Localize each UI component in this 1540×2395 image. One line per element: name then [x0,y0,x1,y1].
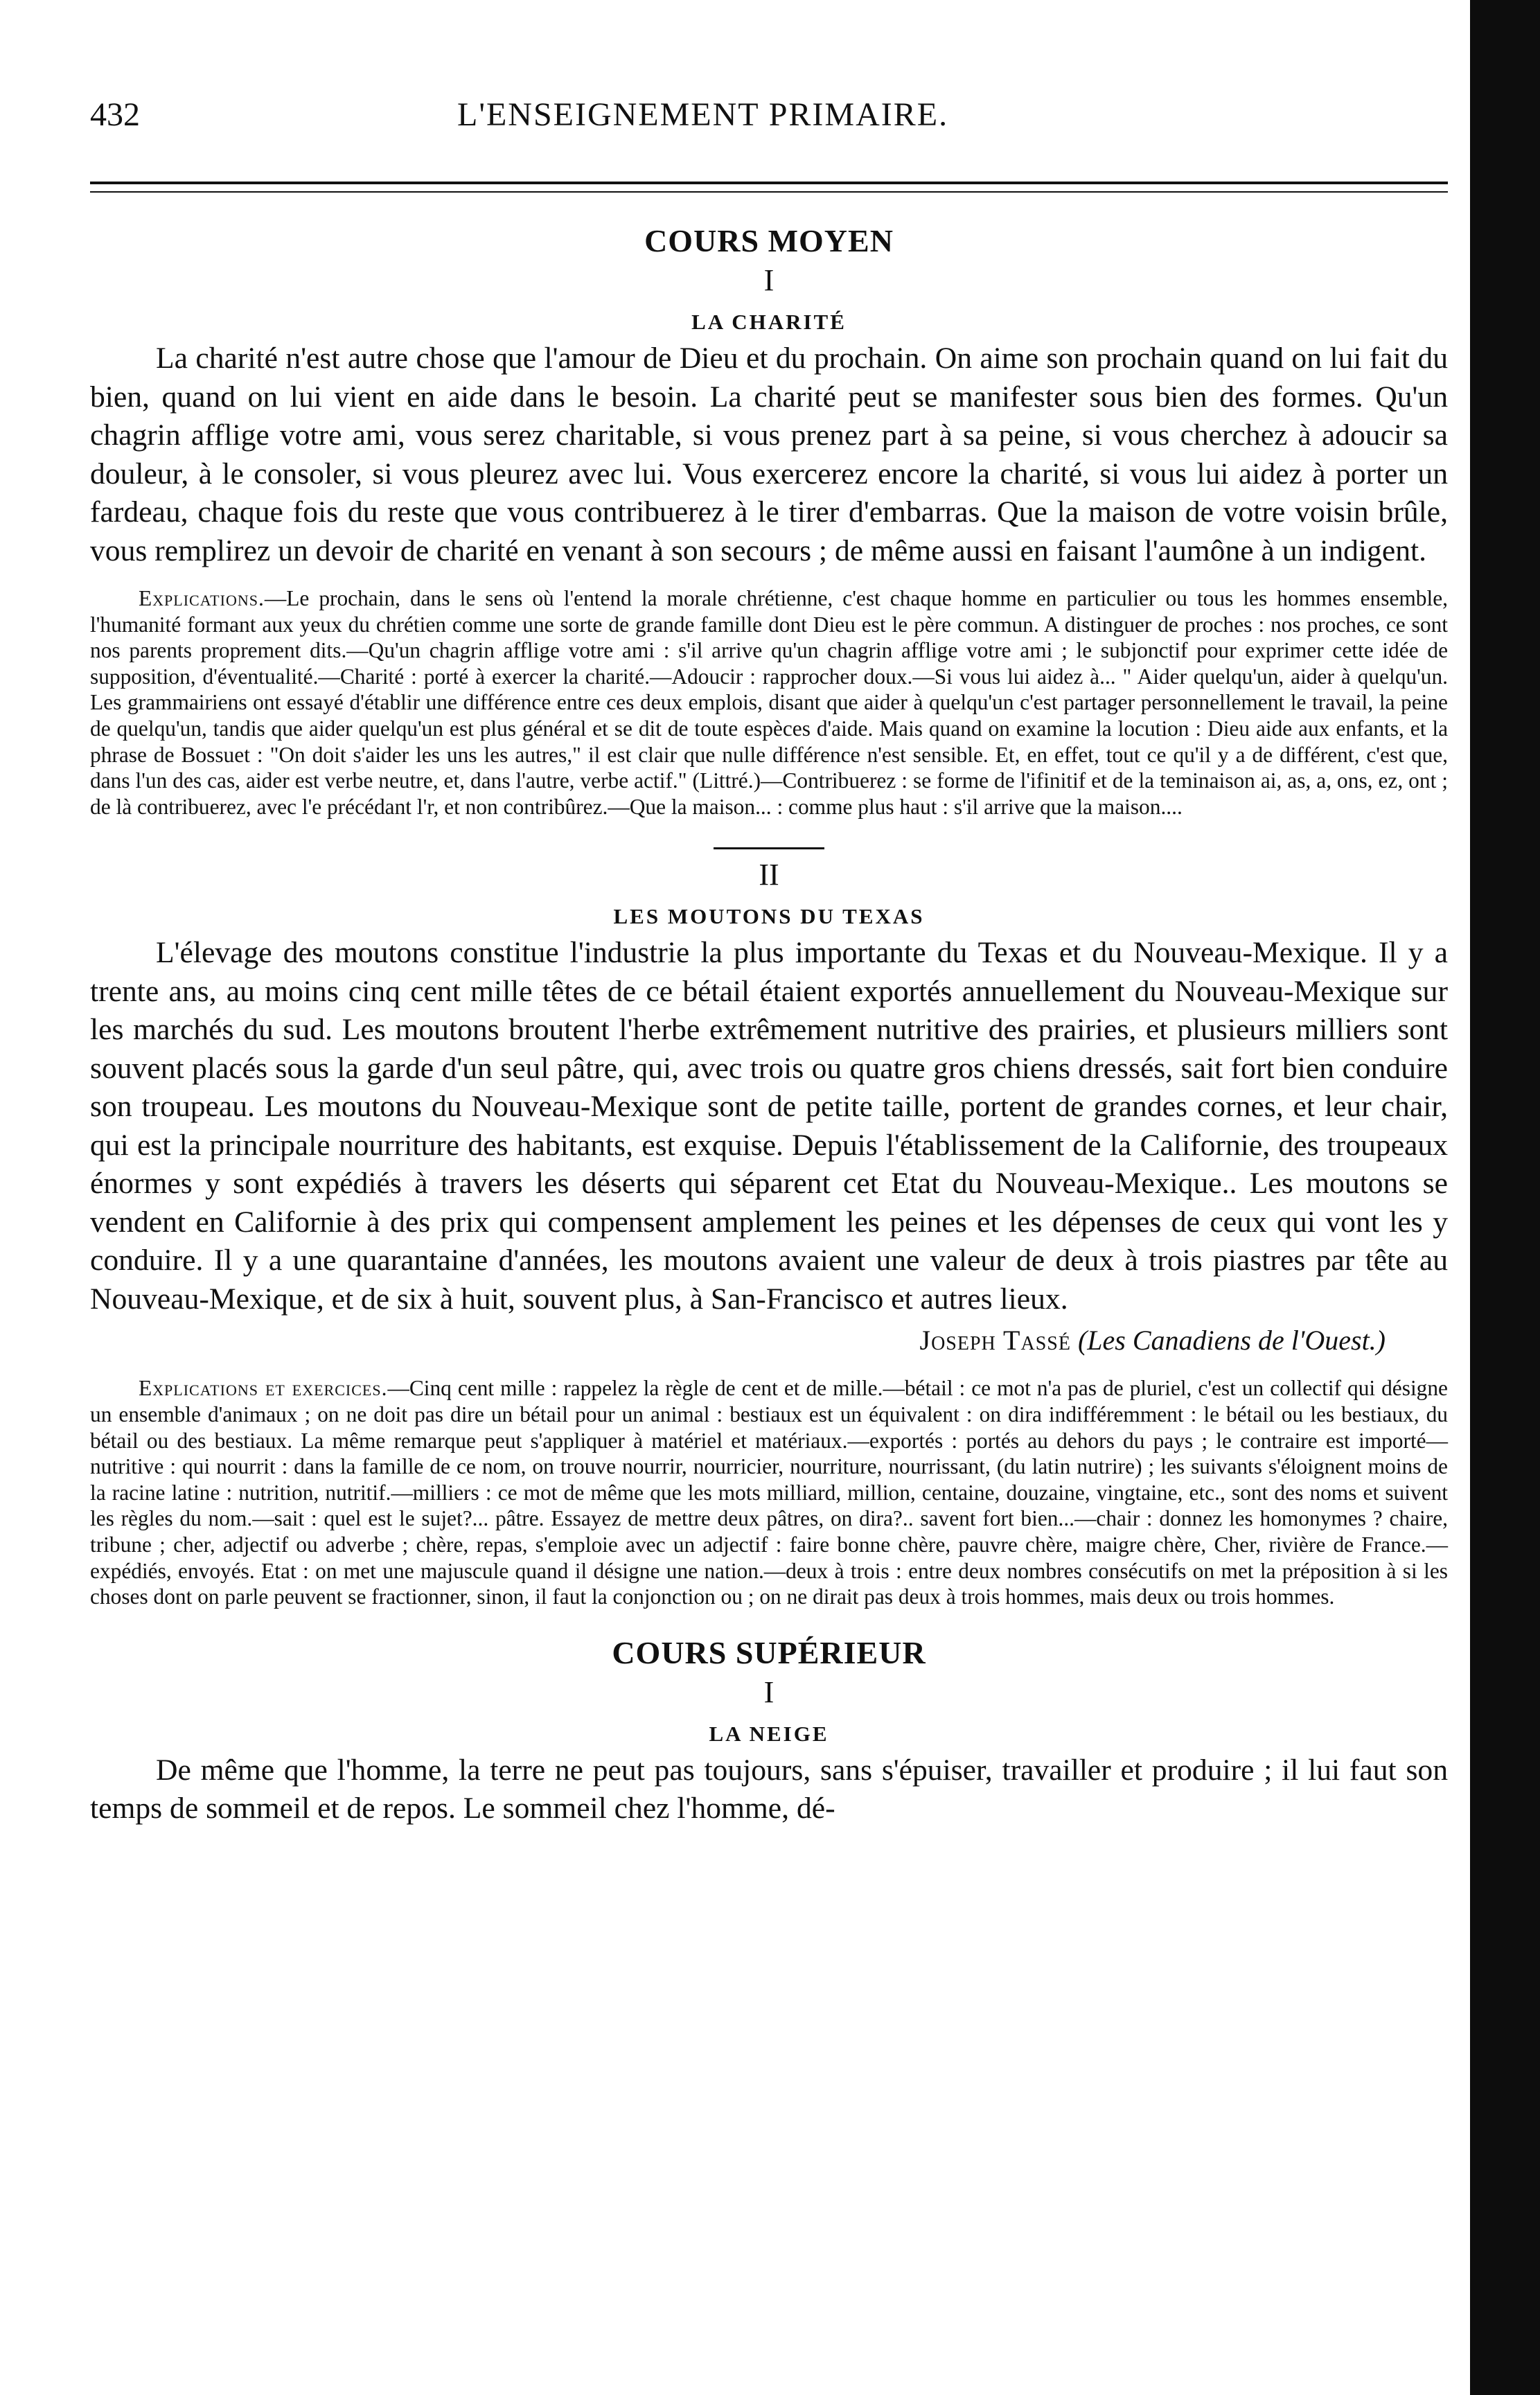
author-work: (Les Canadiens de l'Ouest.) [1077,1325,1386,1356]
lesson-text: L'élevage des moutons constitue l'industrie la plus importante du Texas et du Nouveau-Mexique. Il y a trente ans, au moins cinq cent mille têtes de ce bétail étaient exportés annuellement du Nouveau-Mexique sur les marchés du sud. Les moutons broutent l'herbe extrêmement nutritive des prairies, et plusieurs milliers sont souvent placés sous la garde d'un seul pâtre, qui, avec trois ou quatre gros chiens dressés, sait fort bien conduire son troupeau. Les moutons du Nouveau-Mexique sont de petite taille, portent de grandes cornes, et leur chair, qui est la principale nourriture des habitants, est exquise. Depuis l'établissement de la Californie, des troupeaux énormes y sont expédiés à travers les déserts qui séparent cet Etat du Nouveau-Mexique.. Les moutons se vendent en Californie à des prix qui compensent amplement les peines et les dépenses de ceux qui vont les y conduire. Il y a une quarantaine d'années, les moutons avaient une valeur de deux à trois piastres par tête au Nouveau-Mexique, et de six à huit, souvent plus, à San-Francisco et autres lieux. [90,936,1448,1316]
cours-superieur-heading: COURS SUPÉRIEUR [612,1634,926,1670]
page-number: 432 [90,96,140,133]
lesson-number: I [763,1674,775,1709]
cours-moyen-section [90,222,1448,1610]
lesson-les-moutons-du-texas [90,855,1448,1609]
running-head [90,96,1448,144]
lesson-title: LA CHARITÉ [691,310,847,334]
page [90,0,1448,2395]
lesson-la-neige [90,1672,1448,1828]
lesson-notes [90,1375,1448,1609]
notes-text: —Le prochain, dans le sens où l'entend la morale chrétienne, c'est chaque homme en particulier ou tous les hommes ensemble, l'humanité formant aux yeux du chrétien comme une sorte de grande famille dont Dieu est le père commun. A distinguer de proches : nos proches, ce sont nos parents proprement dits.—Qu'un chagrin afflige votre ami : s'il arrive qu'un chagrin afflige votre ami ; le subjonctif pour exprimer cette idée de supposition, d'éventualité.—Charité : porté à exercer la charité.—Adoucir : rapprocher doux.—Si vous lui aidez à... " Aider quelqu'un, aider à quelqu'un. Les grammairiens ont essayé d'établir une différence entre ces deux emplois, disant que aider à quelqu'un c'est partager personnellement le travail, la peine de quelqu'un, tandis que aider quelqu'un est plus général et se dit de toute espèces d'aide. Mais quand on examine la locution : Dieu aide aux enfants, et la phrase de Bossuet : "On doit s'aider les uns les autres," il est clair que nulle différence n'est sensible. Et, en effet, tout ce qu'il y a de différent, c'est que, dans l'un des cas, aider est verbe neutre, et, dans l'autre, verbe actif." (Littré.)—Contribuerez : se forme de l'ifinitif et de la teminaison ai, as, a, ons, ez, ont ; de là contribuerez, avec l'e précédant l'r, et non contribûrez.—Que la maison... : comme plus haut : s'il arrive que la maison.... [90,586,1448,819]
lesson-notes [90,585,1448,820]
page-content [90,222,1448,1828]
running-title: L'ENSEIGNEMENT PRIMAIRE. [457,96,949,133]
notes-label: Explications. [139,586,265,610]
book-spine-shadow [1470,0,1540,2395]
section-gap [90,1610,1448,1634]
section-divider [714,847,824,849]
cours-superieur-section [90,1634,1448,1828]
lesson-title: LA NEIGE [709,1721,829,1746]
lesson-title: LES MOUTONS DU TEXAS [613,904,925,929]
lesson-text: De même que l'homme, la terre ne peut pas toujours, sans s'épuiser, travailler et produire ; il lui faut son temps de sommeil et de repos. Le sommeil chez l'homme, dé- [90,1753,1448,1826]
lesson-number: I [763,263,775,297]
author-name: Joseph Tassé [919,1325,1071,1356]
lesson-text: La charité n'est autre chose que l'amour de Dieu et du prochain. On aime son prochain quand on lui fait du bien, quand on lui vient en aide dans le besoin. La charité peut se manifester sous bien des formes. Qu'un chagrin afflige votre ami, vous serez charitable, si vous prenez part à sa peine, si vous cherchez à adoucir sa douleur, à le consoler, si vous pleurez avec lui. Vous exercerez encore la charité, si vous lui aidez à porter un fardeau, chaque fois du reste que vous contribuerez à le tirer d'embarras. Que la maison de votre voisin brûle, vous remplirez un devoir de charité en venant à son secours ; de même aussi en faisant l'aumône à un indigent. [90,342,1448,567]
notes-text: —Cinq cent mille : rappelez la règle de cent et de mille.—bétail : ce mot n'a pas de pluriel, c'est un collectif qui désigne un ensemble d'animaux ; on ne doit pas dire un bétail pour un animal : bestiaux est un équivalent : on dira indifféremment : le bétail ou les bestiaux, du bétail ou des bestiaux. La même remarque peut s'appliquer à matériel et matériaux.—exportés : portés au dehors du pays ; le contraire est importé—nutritive : qui nourrit : dans la famille de ce nom, on trouve nourrir, nourricier, nourriture, nourrissant, (du latin nutrire) ; les suivants s'éloignent moins de la racine latine : nutrition, nutritif.—milliers : ce mot de même que les mots milliard, million, centaine, douzaine, vingtaine, etc., sont des noms et suivent les règles du nom.—sait : quel est le sujet?... pâtre. Essayez de mettre deux pâtres, on dira?.. savent fort bien...—chair : donnez les homonymes ? chaire, tribune ; cher, adjectif ou adverbe ; chère, repas, s'emploie avec un adjectif : faire bonne chère, pauvre chère, maigre chère, Cher, rivière de France.—expédiés, envoyés. Etat : on met une majuscule quand il désigne une nation.—deux à trois : entre deux nombres consécutifs on met la préposition à si les choses dont on parle peuvent se fractionner, sinon, il faut la conjonction ou ; on ne dirait pas deux à trois hommes, mais deux ou trois hommes. [90,1376,1448,1609]
author-attribution [90,1321,1386,1360]
cours-moyen-heading: COURS MOYEN [644,223,894,258]
lesson-number: II [759,858,779,892]
header-double-rule [90,182,1448,193]
notes-label: Explications et exercices. [139,1376,388,1401]
lesson-la-charite [90,260,1448,820]
